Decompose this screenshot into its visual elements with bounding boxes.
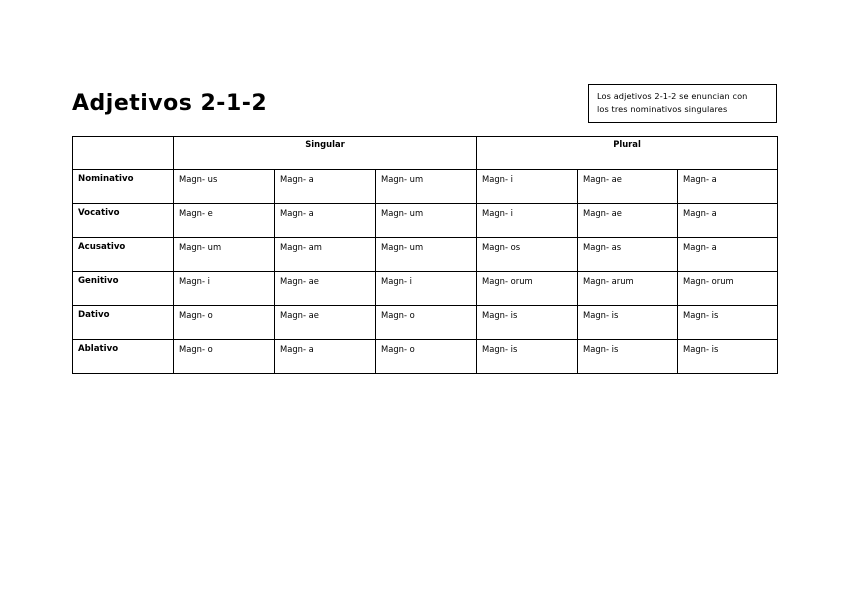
ending-cell: Magn- arum <box>578 272 678 306</box>
table-row <box>73 204 778 238</box>
ending-cell: Magn- a <box>275 170 376 204</box>
page-title: Adjetivos 2-1-2 <box>72 91 268 116</box>
ending-cell: Magn- a <box>275 204 376 238</box>
ending-cell: Magn- is <box>578 340 678 374</box>
case-label: Acusativo <box>73 238 174 272</box>
ending-cell: Magn- as <box>578 238 678 272</box>
ending-cell: Magn- o <box>376 306 477 340</box>
header-row <box>73 137 778 170</box>
declension-table <box>72 136 778 374</box>
ending-cell: Magn- is <box>477 306 578 340</box>
case-label: Nominativo <box>73 170 174 204</box>
ending-cell: Magn- i <box>376 272 477 306</box>
ending-cell: Magn- e <box>174 204 275 238</box>
ending-cell: Magn- i <box>477 204 578 238</box>
ending-cell: Magn- um <box>376 170 477 204</box>
note-line-1: Los adjetivos 2-1-2 se enuncian con <box>597 91 748 101</box>
ending-cell: Magn- um <box>376 238 477 272</box>
ending-cell: Magn- ae <box>275 306 376 340</box>
ending-cell: Magn- os <box>477 238 578 272</box>
ending-cell: Magn- is <box>477 340 578 374</box>
ending-cell: Magn- a <box>678 170 778 204</box>
note-box <box>588 84 777 123</box>
corner-cell <box>73 137 174 170</box>
ending-cell: Magn- i <box>477 170 578 204</box>
table-row <box>73 340 778 374</box>
ending-cell: Magn- ae <box>275 272 376 306</box>
table-row <box>73 272 778 306</box>
ending-cell: Magn- ae <box>578 170 678 204</box>
ending-cell: Magn- is <box>678 340 778 374</box>
case-label: Genitivo <box>73 272 174 306</box>
ending-cell: Magn- us <box>174 170 275 204</box>
ending-cell: Magn- orum <box>678 272 778 306</box>
ending-cell: Magn- a <box>275 340 376 374</box>
ending-cell: Magn- orum <box>477 272 578 306</box>
ending-cell: Magn- o <box>174 340 275 374</box>
case-label: Ablativo <box>73 340 174 374</box>
header-plural: Plural <box>477 137 778 170</box>
ending-cell: Magn- am <box>275 238 376 272</box>
ending-cell: Magn- um <box>376 204 477 238</box>
ending-cell: Magn- is <box>678 306 778 340</box>
ending-cell: Magn- i <box>174 272 275 306</box>
ending-cell: Magn- ae <box>578 204 678 238</box>
ending-cell: Magn- a <box>678 238 778 272</box>
note-line-2: los tres nominativos singulares <box>597 104 728 114</box>
table-row <box>73 170 778 204</box>
ending-cell: Magn- o <box>174 306 275 340</box>
case-label: Vocativo <box>73 204 174 238</box>
table-row <box>73 306 778 340</box>
ending-cell: Magn- a <box>678 204 778 238</box>
ending-cell: Magn- is <box>578 306 678 340</box>
header-singular: Singular <box>174 137 477 170</box>
case-label: Dativo <box>73 306 174 340</box>
ending-cell: Magn- um <box>174 238 275 272</box>
ending-cell: Magn- o <box>376 340 477 374</box>
table-row <box>73 238 778 272</box>
